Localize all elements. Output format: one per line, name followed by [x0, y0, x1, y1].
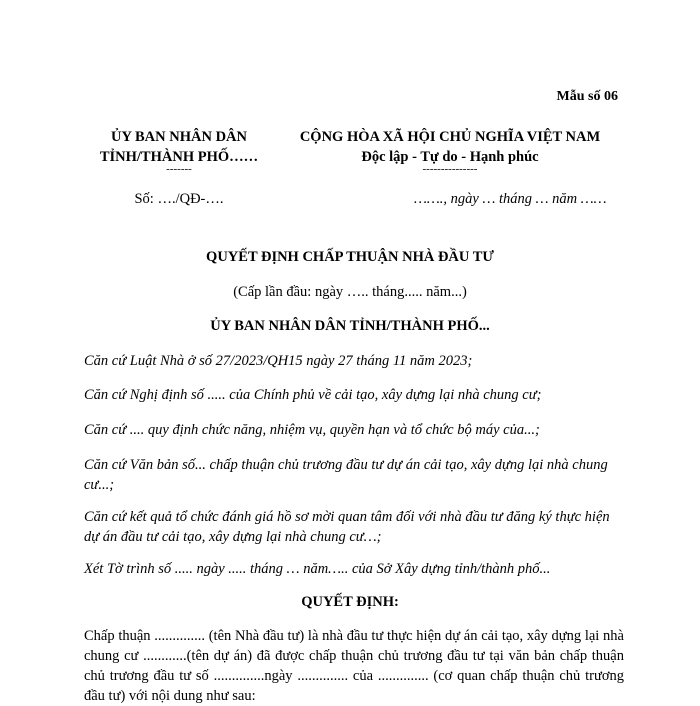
- national-motto: Độc lập - Tự do - Hạnh phúc: [361, 149, 539, 165]
- form-number: Mẫu số 06: [556, 89, 618, 104]
- legal-basis-item: Căn cứ .... quy định chức năng, nhiệm vụ, quyền hạn và tổ chức bộ máy của...;: [84, 422, 540, 438]
- document-title: QUYẾT ĐỊNH CHẤP THUẬN NHÀ ĐẦU TƯ: [206, 249, 494, 265]
- decision-body: Chấp thuận .............. (tên Nhà đầu tư) là nhà đầu tư thực hiện dự án cải tạo, xây dựng lại nhà chung cư ............(tên dự án) đã được chấp thuận chủ trương đầu tư tại văn bản chấp thuận chủ trương đầu tư số ..............ngày .............. của .............. (cơ quan chấp thuận chủ trương đầu tư) với nội dung như sau:: [84, 628, 624, 704]
- legal-basis-item: Căn cứ Văn bản số... chấp thuận chủ trương đầu tư dự án cải tạo, xây dựng lại nhà chung cư...;: [84, 457, 608, 493]
- legal-basis-item: Xét Tờ trình số ..... ngày ..... tháng … năm….. của Sở Xây dựng tỉnh/thành phố...: [84, 561, 551, 577]
- authority-name: ỦY BAN NHÂN DÂN: [110, 129, 247, 145]
- legal-basis-item: Căn cứ kết quả tổ chức đánh giá hồ sơ mời quan tâm đối với nhà đầu tư đăng ký thực hiện dự án đầu tư cải tạo, xây dựng lại nhà chung cư…;: [84, 509, 610, 545]
- document-subtitle: (Cấp lần đầu: ngày ….. tháng..... năm...): [233, 284, 467, 300]
- legal-basis-item: Căn cứ Luật Nhà ở số 27/2023/QH15 ngày 27 tháng 11 năm 2023;: [84, 353, 473, 369]
- legal-basis-item: Căn cứ Nghị định số ..... của Chính phủ về cải tạo, xây dựng lại nhà chung cư;: [84, 387, 542, 403]
- decision-heading: QUYẾT ĐỊNH:: [301, 594, 399, 610]
- authority-divider: -------: [166, 163, 192, 175]
- republic-name: CỘNG HÒA XÃ HỘI CHỦ NGHĨA VIỆT NAM: [299, 129, 601, 145]
- issuing-body: ỦY BAN NHÂN DÂN TỈNH/THÀNH PHỐ...: [210, 318, 490, 334]
- authority-province: TỈNH/THÀNH PHỐ……: [99, 149, 259, 165]
- republic-divider: ---------------: [422, 163, 478, 175]
- decision-number: Số: …./QĐ-….: [134, 191, 224, 207]
- place-date: ……., ngày … tháng … năm ……: [414, 191, 607, 207]
